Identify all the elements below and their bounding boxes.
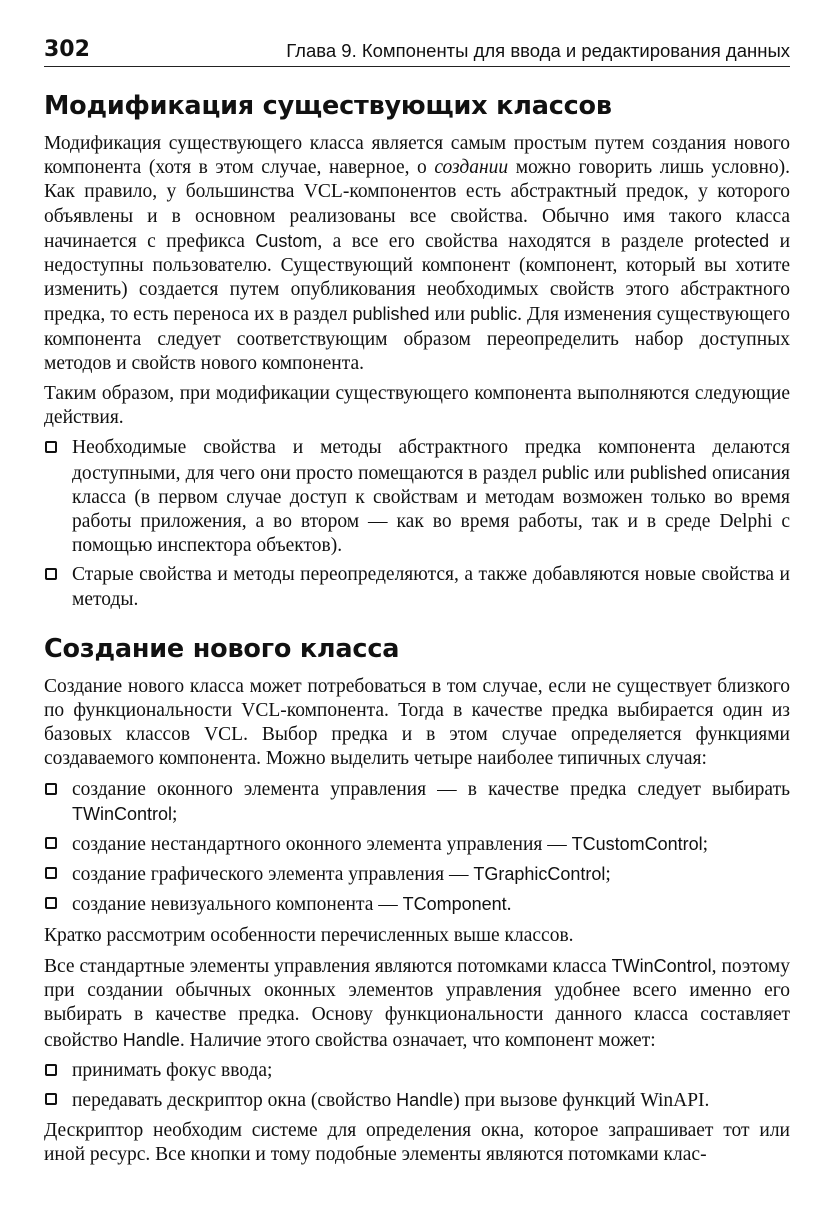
list-item: принимать фокус ввода;	[44, 1059, 790, 1083]
book-page	[44, 34, 790, 1174]
paragraph: Кратко рассмотрим особенности перечисленных выше классов.	[44, 924, 574, 946]
chapter-title: Глава 9. Компоненты для ввода и редактирования данных	[286, 40, 790, 61]
checkbox-bullet-icon	[45, 1093, 57, 1105]
list-item: Необходимые свойства и методы абстрактного предка компонента делаются доступными, для чего они просто помещаются в раздел public или published описания класса (в первом случае доступ к свойствам и методам возможен только во время работы приложения, а во втором — как во время работы, так и в среде Delphi с помощью инспектора объектов).	[44, 436, 790, 558]
checkbox-bullet-icon	[45, 783, 57, 795]
paragraph: Модификация существующего класса является самым простым путем создания нового компонента (хотя в этом случае, наверное, о создании можно говорить лишь условно). Как правило, у большинства VCL-компонентов есть абстрактный предок, у которого объявлены и в основном реализованы все свойства. Обычно имя такого класса начинается с префикса Custom, а все его свойства находятся в разделе protected и недоступны пользователю. Существующий компонент (компонент, который вы хотите изменить) создается путем опубликования необходимых свойств этого абстрактного предка, то есть переноса их в раздел published или public. Для изменения существующего компонента следует соответствующим образом переопределить набор доступных методов и свойств нового компонента.	[44, 133, 791, 374]
checkbox-bullet-icon	[45, 1064, 57, 1076]
paragraph: Создание нового класса может потребоваться в том случае, если не существует близкого по функциональности VCL-компонента. Тогда в качестве предка выбирается один из базовых классов VCL. Выбор предка и в этом случае определяется функциями создаваемого компонента. Можно выделить четыре наиболее типичных случая:	[44, 675, 790, 770]
paragraph: Все стандартные элементы управления являются потомками класса TWinControl, поэтому при создании обычных оконных элементов управления удобнее всего именно его выбирать в качестве предка. Основу функциональности данного класса составляет свойство Handle. Наличие этого свойства означает, что компонент может:	[44, 955, 791, 1051]
checkbox-bullet-icon	[45, 568, 57, 580]
bullet-list	[44, 778, 790, 918]
list-item: создание оконного элемента управления — в качестве предка следует выбирать TWinControl;	[44, 778, 790, 827]
list-item: создание графического элемента управления — TGraphicControl;	[44, 862, 790, 887]
list-item: создание нестандартного оконного элемента управления — TCustomControl;	[44, 832, 790, 857]
section-heading-new-class: Создание нового класса	[44, 633, 400, 664]
list-item: создание невизуального компонента — TComponent.	[44, 892, 790, 917]
checkbox-bullet-icon	[45, 867, 57, 879]
checkbox-bullet-icon	[45, 897, 57, 909]
list-item: передавать дескриптор окна (свойство Handle) при вызове функций WinAPI.	[44, 1088, 790, 1113]
page-number: 302	[44, 37, 90, 62]
paragraph: Таким образом, при модификации существующего компонента выполняются следующие действия.	[44, 383, 790, 429]
checkbox-bullet-icon	[45, 441, 57, 453]
list-item: Старые свойства и методы переопределяются, а также добавляются новые свойства и методы.	[44, 563, 790, 611]
section-heading-modification: Модификация существующих классов	[44, 91, 612, 121]
checkbox-bullet-icon	[45, 837, 57, 849]
bullet-list	[44, 1059, 790, 1113]
bullet-list	[44, 436, 790, 611]
page-header	[44, 34, 790, 67]
paragraph: Дескриптор необходим системе для определения окна, которое запрашивает тот или иной ресурс. Все кнопки и тому подобные элементы являются потомками клас-	[44, 1120, 790, 1166]
